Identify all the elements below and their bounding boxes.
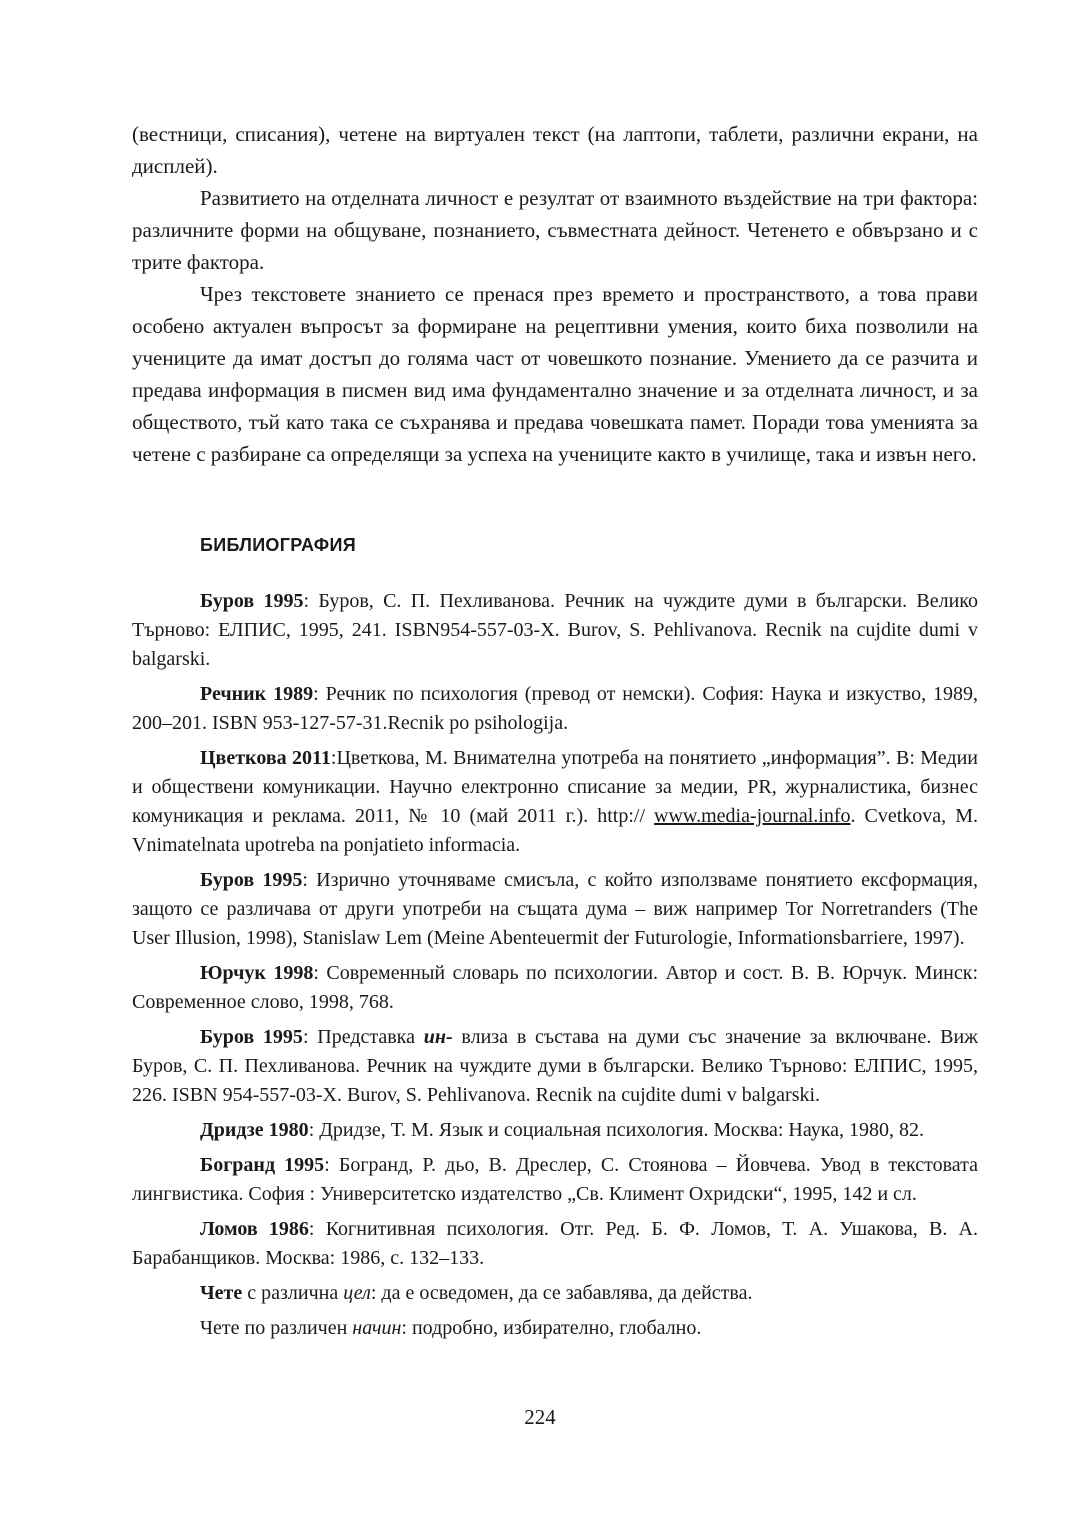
entry-text: : Богранд, Р. дьо, В. Дреслер, С. Стоянова – Йовчева. Увод в текстовата лингвистика. София : Университетско издателство „Св. Климент Охридски“, 1995, 142 и сл. (132, 1154, 978, 1205)
note-text: : подробно, избирателно, глобално. (401, 1317, 702, 1339)
entry-text: : Дридзе, Т. М. Язык и социальная психология. Москва: Наука, 1980, 82. (308, 1119, 925, 1141)
bibliography-entry (132, 959, 978, 1017)
paragraph: Чрез текстовете знанието се пренася през времето и пространството, а това прави особено актуален въпросът за формиране на рецептивни умения, които биха позволили на учениците да имат достъп до голяма част от човешкото познание. Умението да се разчита и предава информация в писмен вид има фундаментално значение и за отделната личност, и за обществото, тъй като така се съхранява и предава човешката памет. Поради това уменията за четене с разбиране са определящи за успеха на учениците както в училище, така и извън него. (132, 282, 978, 466)
entry-key: Дридзе 1980 (200, 1119, 309, 1141)
paragraph: Развитието на отделната личност е резултат от взаимното въздействие на три фактора: различните форми на общуване, познанието, съвместната дейност. Четенето е обвързано и с трите фактора. (132, 186, 978, 274)
entry-key: Буров 1995 (200, 1026, 303, 1048)
note-text: : да е осведомен, да се забавлява, да действа. (370, 1282, 753, 1304)
note-italic: цел (343, 1282, 371, 1304)
entry-text: . Cvetkova, M. Vnimatelnata upotreba na ponjatieto informacia. (132, 805, 979, 856)
bibliography-entry (132, 1151, 978, 1209)
entry-text: : Представка (302, 1026, 424, 1048)
entry-text: : Речник по психология (превод от немски). София: Наука и изкуство, 1989, 200–201. ISBN 953-127-57-31.Recnik po psihologija. (132, 683, 979, 734)
bibliography-entry (132, 587, 978, 674)
bibliography-heading: БИБЛИОГРАФИЯ (200, 535, 356, 555)
entry-key: Юрчук 1998 (200, 962, 314, 984)
bibliography-list (132, 587, 978, 1349)
entry-key: Цветкова 2011 (200, 747, 331, 769)
bibliography-entry (132, 866, 978, 953)
entry-text: : Буров, С. П. Пехливанова. Речник на чуждите думи в български. Велико Търново: ЕЛПИС, 1995, 241. ISBN954-557-03-X. Burov, S. Pehlivanova. Recnik na cujdite dumi v balgarski. (132, 590, 978, 670)
note-bold: Чете (200, 1282, 243, 1304)
bibliography-note (132, 1314, 978, 1343)
entry-emphasis: ин- (423, 1026, 453, 1048)
bibliography-entry (132, 1023, 978, 1110)
entry-key: Буров 1995 (200, 590, 304, 612)
entry-text: : Изрично уточняваме смисъла, с който използваме понятието ексформация, защото се различава от други употреби на същата дума – виж например Tor Norretranders (The User Illusion, 1998), Stanislaw Lem (Meine Abenteuermit der Futurologie, Informationsbarriere, 1997). (132, 869, 978, 949)
bibliography-entry (132, 680, 978, 738)
bibliography-entry (132, 744, 978, 860)
bibliography-entry (132, 1215, 978, 1273)
note-italic: начин (352, 1317, 402, 1339)
note-text: Чете по различен (200, 1317, 353, 1339)
entry-key: Буров 1995 (200, 869, 303, 891)
entry-key: Богранд 1995 (200, 1154, 325, 1176)
bibliography-entry (132, 1116, 978, 1145)
paragraph: (вестници, списания), четене на виртуален текст (на лаптопи, таблети, различни екрани, на дисплей). (132, 122, 978, 178)
entry-link[interactable]: www.media-journal.info (654, 805, 851, 827)
entry-text: влиза в състава на думи със значение за включване. Виж Буров, С. П. Пехливанова. Речник на чуждите думи в български. Велико Търново: ЕЛПИС, 1995, 226. ISBN 954-557-03-X. Burov, S. Pehlivanova. Recnik na cujdite dumi v balgarski. (132, 1026, 978, 1106)
bibliography-note (132, 1279, 978, 1308)
entry-text: : Когнитивная психология. Отг. Ред. Б. Ф. Ломов, Т. А. Ушакова, В. А. Барабанщиков. Москва: 1986, с. 132–133. (132, 1218, 978, 1269)
entry-text: :Цветкова, М. Внимателна употреба на понятието „информация”. В: Медии и обществени комуникации. Научно електронно списание за медии, PR, журналистика, бизнес комуникация и реклама. 2011, № 10 (май 2011 г.). http:// (132, 747, 978, 827)
body-text (132, 118, 978, 470)
entry-text: : Современный словарь по психологии. Автор и сост. В. В. Юрчук. Минск: Современное слово, 1998, 768. (132, 962, 978, 1013)
page-number: 224 (524, 1405, 556, 1429)
entry-key: Речник 1989 (200, 683, 314, 705)
note-text: с различна (242, 1282, 344, 1304)
entry-key: Ломов 1986 (200, 1218, 309, 1240)
